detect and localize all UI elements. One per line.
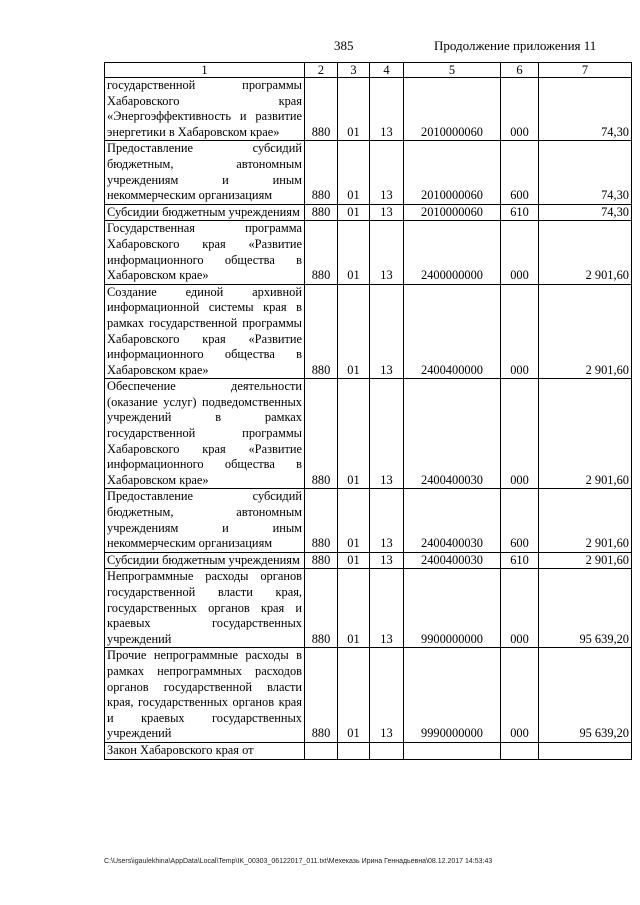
expense-name: Предоставление субсидий бюджетным, автономным учреждениям и иным некоммерческим организациям	[105, 489, 305, 552]
expense-name: Закон Хабаровского края от	[105, 742, 305, 759]
amount: 74,30	[539, 78, 632, 141]
expense-type-code: 000	[501, 284, 539, 379]
target-article-code: 2400400030	[404, 552, 501, 569]
amount: 2 901,60	[539, 552, 632, 569]
expense-name: Предоставление субсидий бюджетным, автономным учреждениям и иным некоммерческим организациям	[105, 141, 305, 204]
expense-name: Государственная программа Хабаровского края «Развитие информационного общества в Хабаровском крае»	[105, 221, 305, 284]
table-header-row	[105, 63, 632, 78]
target-article-code: 2400400000	[404, 284, 501, 379]
table-row	[105, 379, 632, 489]
table-row	[105, 221, 632, 284]
target-article-code: 9990000000	[404, 648, 501, 743]
subsection-code: 13	[370, 284, 404, 379]
ministry-code: 880	[305, 284, 338, 379]
page-number: 385	[334, 38, 354, 53]
column-header: 2	[305, 63, 338, 78]
section-code: 01	[338, 141, 370, 204]
section-code: 01	[338, 284, 370, 379]
expense-name: Непрограммные расходы органов государственной власти края, государственных органов края и краевых государственных учреждений	[105, 569, 305, 648]
amount: 2 901,60	[539, 221, 632, 284]
expense-type-code: 610	[501, 552, 539, 569]
amount: 95 639,20	[539, 569, 632, 648]
column-header: 7	[539, 63, 632, 78]
subsection-code: 13	[370, 221, 404, 284]
section-code: 01	[338, 204, 370, 221]
table-row-partial	[105, 742, 632, 759]
subsection-code: 13	[370, 141, 404, 204]
section-code: 01	[338, 379, 370, 489]
target-article-code: 2400000000	[404, 221, 501, 284]
amount: 2 901,60	[539, 489, 632, 552]
ministry-code: 880	[305, 379, 338, 489]
target-article-code: 2010000060	[404, 204, 501, 221]
expense-name: Субсидии бюджетным учреждениям	[105, 204, 305, 221]
subsection-code: 13	[370, 489, 404, 552]
expense-name: государственной программы Хабаровского края «Энергоэффективность и развитие энергетики в Хабаровском крае»	[105, 78, 305, 141]
table-row	[105, 284, 632, 379]
expense-type-code: 000	[501, 78, 539, 141]
expense-type-code: 000	[501, 648, 539, 743]
target-article-code: 9900000000	[404, 569, 501, 648]
amount: 95 639,20	[539, 648, 632, 743]
amount: 74,30	[539, 141, 632, 204]
expense-name: Создание единой архивной информационной системы края в рамках государственной программы Хабаровского края «Развитие информационного общества в Хабаровском крае»	[105, 284, 305, 379]
column-header: 3	[338, 63, 370, 78]
file-path-footer: C:\Users\igaulekhina\AppData\Local\Temp\IK_00303_06122017_011.txt\Мехеказь Ирина Геннадьевна\08.12.2017 14:53:43	[104, 858, 493, 865]
ministry-code: 880	[305, 569, 338, 648]
section-code: 01	[338, 552, 370, 569]
target-article-code: 2010000060	[404, 78, 501, 141]
expense-type-code: 000	[501, 569, 539, 648]
table-row	[105, 141, 632, 204]
target-article-code: 2010000060	[404, 141, 501, 204]
ministry-code: 880	[305, 141, 338, 204]
column-header: 5	[404, 63, 501, 78]
subsection-code: 13	[370, 379, 404, 489]
target-article-code: 2400400030	[404, 489, 501, 552]
section-code: 01	[338, 569, 370, 648]
target-article-code: 2400400030	[404, 379, 501, 489]
amount: 2 901,60	[539, 379, 632, 489]
subsection-code: 13	[370, 648, 404, 743]
table-row	[105, 204, 632, 221]
section-code: 01	[338, 489, 370, 552]
expense-name: Обеспечение деятельности (оказание услуг) подведомственных учреждений в рамках государственной программы Хабаровского края «Развитие информационного общества в Хабаровском крае»	[105, 379, 305, 489]
column-header: 4	[370, 63, 404, 78]
section-code: 01	[338, 78, 370, 141]
budget-table	[104, 62, 632, 760]
column-header: 1	[105, 63, 305, 78]
table-row	[105, 78, 632, 141]
ministry-code: 880	[305, 204, 338, 221]
ministry-code: 880	[305, 648, 338, 743]
table-row	[105, 489, 632, 552]
page-caption: Продолжение приложения 11	[434, 38, 597, 53]
section-code: 01	[338, 221, 370, 284]
expense-type-code: 000	[501, 379, 539, 489]
subsection-code: 13	[370, 78, 404, 141]
table-row	[105, 552, 632, 569]
amount: 2 901,60	[539, 284, 632, 379]
amount: 74,30	[539, 204, 632, 221]
expense-type-code: 000	[501, 221, 539, 284]
expense-name: Прочие непрограммные расходы в рамках непрограммных расходов органов государственной власти края, государственных органов края и краевых государственных учреждений	[105, 648, 305, 743]
expense-name: Субсидии бюджетным учреждениям	[105, 552, 305, 569]
column-header: 6	[501, 63, 539, 78]
subsection-code: 13	[370, 569, 404, 648]
expense-type-code: 610	[501, 204, 539, 221]
ministry-code: 880	[305, 489, 338, 552]
table-row	[105, 569, 632, 648]
subsection-code: 13	[370, 204, 404, 221]
table-row	[105, 648, 632, 743]
expense-type-code: 600	[501, 141, 539, 204]
expense-type-code: 600	[501, 489, 539, 552]
subsection-code: 13	[370, 552, 404, 569]
ministry-code: 880	[305, 221, 338, 284]
section-code: 01	[338, 648, 370, 743]
ministry-code: 880	[305, 78, 338, 141]
ministry-code: 880	[305, 552, 338, 569]
